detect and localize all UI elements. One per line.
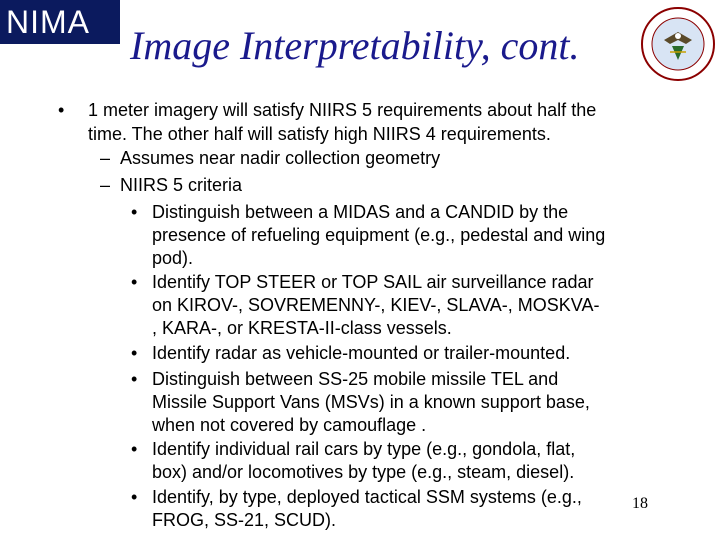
bullet-marker: • xyxy=(131,487,138,507)
body-text-line: time. The other half will satisfy high NIIRS 4 requirements. xyxy=(88,124,551,144)
criteria-text-line: Missile Support Vans (MSVs) in a known support base, xyxy=(152,392,590,412)
bullet-marker: • xyxy=(131,272,138,292)
criteria-text-line: Identify, by type, deployed tactical SSM systems (e.g., xyxy=(152,487,582,507)
bullet-marker: • xyxy=(131,343,138,363)
dash-marker: – xyxy=(100,175,111,195)
slide-title: Image Interpretability, cont. xyxy=(130,23,580,68)
criteria-text-line: on KIROV-, SOVREMENNY-, KIEV-, SLAVA-, MOSKVA- xyxy=(152,295,600,315)
criteria-text-line: presence of refueling equipment (e.g., pedestal and wing xyxy=(152,225,606,245)
criteria-text-line: FROG, SS-21, SCUD). xyxy=(152,510,337,530)
dash-marker: – xyxy=(100,148,111,168)
criteria-text-line: pod). xyxy=(152,248,194,268)
criteria-text-line: , KARA-, or KRESTA-II-class vessels. xyxy=(152,318,452,338)
sub-text-line: NIIRS 5 criteria xyxy=(120,175,243,195)
bullet-marker: • xyxy=(58,100,65,120)
criteria-text-line: Distinguish between SS-25 mobile missile TEL and xyxy=(152,369,559,389)
body-text-line: 1 meter imagery will satisfy NIIRS 5 requirements about half the xyxy=(88,100,597,120)
criteria-text-line: Identify radar as vehicle-mounted or trailer-mounted. xyxy=(152,343,571,363)
bullet-marker: • xyxy=(131,439,138,459)
bullet-marker: • xyxy=(131,202,138,222)
nima-logo xyxy=(0,0,120,44)
page-number: 18 xyxy=(632,495,648,512)
criteria-text-line: when not covered by camouflage . xyxy=(152,415,427,435)
header-band xyxy=(0,0,720,92)
agency-seal-icon xyxy=(640,6,716,82)
logo-text: NIMA xyxy=(6,4,90,40)
sub-text-line: Assumes near nadir collection geometry xyxy=(120,148,441,168)
criteria-text-line: Identify TOP STEER or TOP SAIL air surveillance radar xyxy=(152,272,594,292)
criteria-text-line: box) and/or locomotives by type (e.g., steam, diesel). xyxy=(152,462,575,482)
bullet-marker: • xyxy=(131,369,138,389)
criteria-text-line: Identify individual rail cars by type (e.g., gondola, flat, xyxy=(152,439,576,459)
criteria-text-line: Distinguish between a MIDAS and a CANDID by the xyxy=(152,202,569,222)
